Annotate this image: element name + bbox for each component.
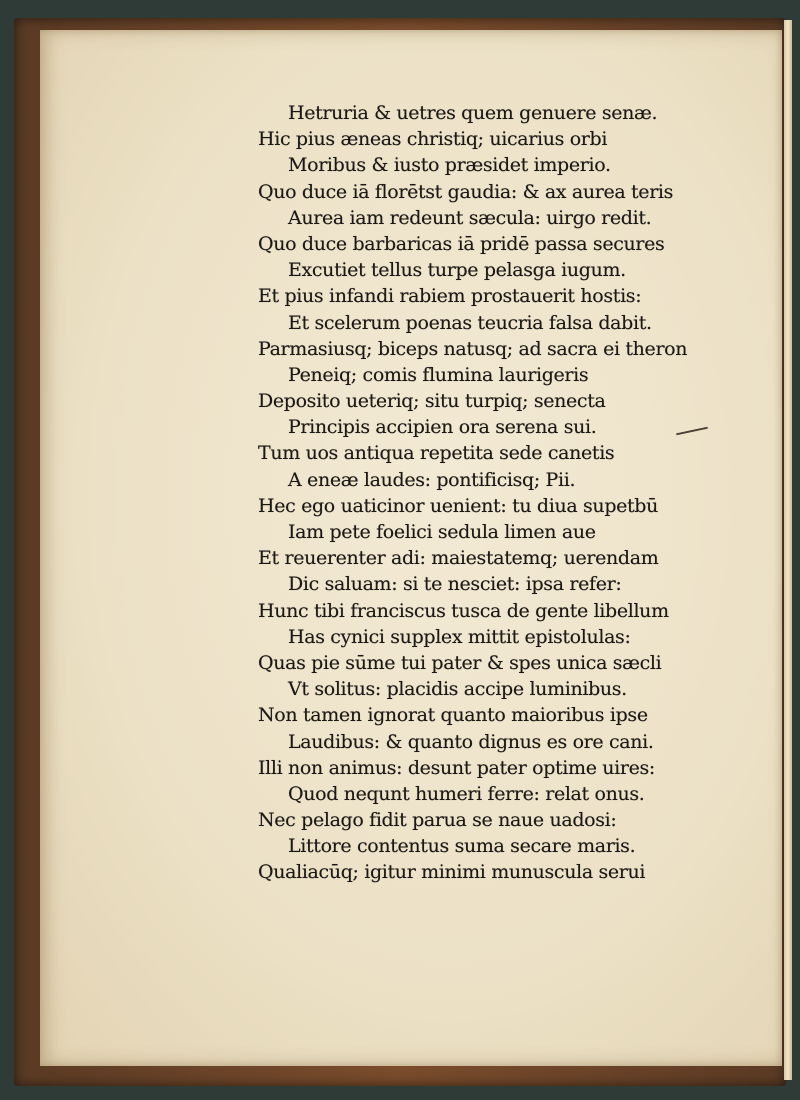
text-line: Illi non animus: desunt pater optime uires:	[258, 756, 655, 779]
text-line: Moribus & iusto præsidet imperio.	[288, 154, 611, 177]
text-line: Hec ego uaticinor uenient: tu diua supetbū	[258, 494, 659, 517]
text-line: Vt solitus: placidis accipe luminibus.	[288, 678, 627, 701]
text-line: Qualiacūq; igitur minimi munuscula serui	[258, 861, 646, 884]
text-line: Parmasiusq; biceps natusq; ad sacra ei theron	[258, 337, 688, 360]
text-line: Excutiet tellus turpe pelasga iugum.	[288, 259, 626, 282]
text-line: Hunc tibi franciscus tusca de gente libellum	[258, 599, 669, 622]
text-line: Peneiq; comis flumina laurigeris	[288, 363, 589, 386]
text-line: Laudibus: & quanto dignus es ore cani.	[288, 730, 654, 753]
text-line: Deposito ueteriq; situ turpiq; senecta	[258, 390, 606, 413]
text-line: Et scelerum poenas teucria falsa dabit.	[288, 311, 652, 334]
text-line: Non tamen ignorat quanto maioribus ipse	[258, 704, 648, 727]
text-line: Has cynici supplex mittit epistolulas:	[288, 625, 631, 648]
text-line: Quo duce iā florētst gaudia: & ax aurea teris	[258, 180, 674, 203]
text-line: Principis accipien ora serena sui.	[288, 416, 597, 439]
text-line: Littore contentus suma secare maris.	[288, 835, 636, 858]
text-line: Hetruria & uetres quem genuere senæ.	[288, 102, 658, 124]
text-line: Iam pete foelici sedula limen aue	[288, 521, 596, 543]
text-line: Quo duce barbaricas iā pridē passa secures	[258, 232, 665, 255]
text-line: Hic pius æneas christiq; uicarius orbi	[258, 128, 608, 151]
text-line: Aurea iam redeunt sæcula: uirgo redit.	[288, 206, 652, 229]
text-line: Quas pie sūme tui pater & spes unica sæcli	[258, 651, 662, 674]
text-line: Quod nequnt humeri ferre: relat onus.	[288, 782, 645, 805]
text-line: Tum uos antiqua repetita sede canetis	[258, 442, 615, 465]
text-line: Et pius infandi rabiem prostauerit hostis:	[258, 285, 642, 308]
text-line: Nec pelago fidit parua se naue uadosi:	[258, 809, 617, 832]
page-edge	[784, 20, 792, 1080]
text-line: A eneæ laudes: pontificisq; Pii.	[288, 468, 576, 491]
text-line: Dic saluam: si te nesciet: ipsa refer:	[288, 573, 622, 596]
poem-text-block	[250, 100, 690, 886]
text-line: Et reuerenter adi: maiestatemq; uerendam	[258, 547, 659, 570]
